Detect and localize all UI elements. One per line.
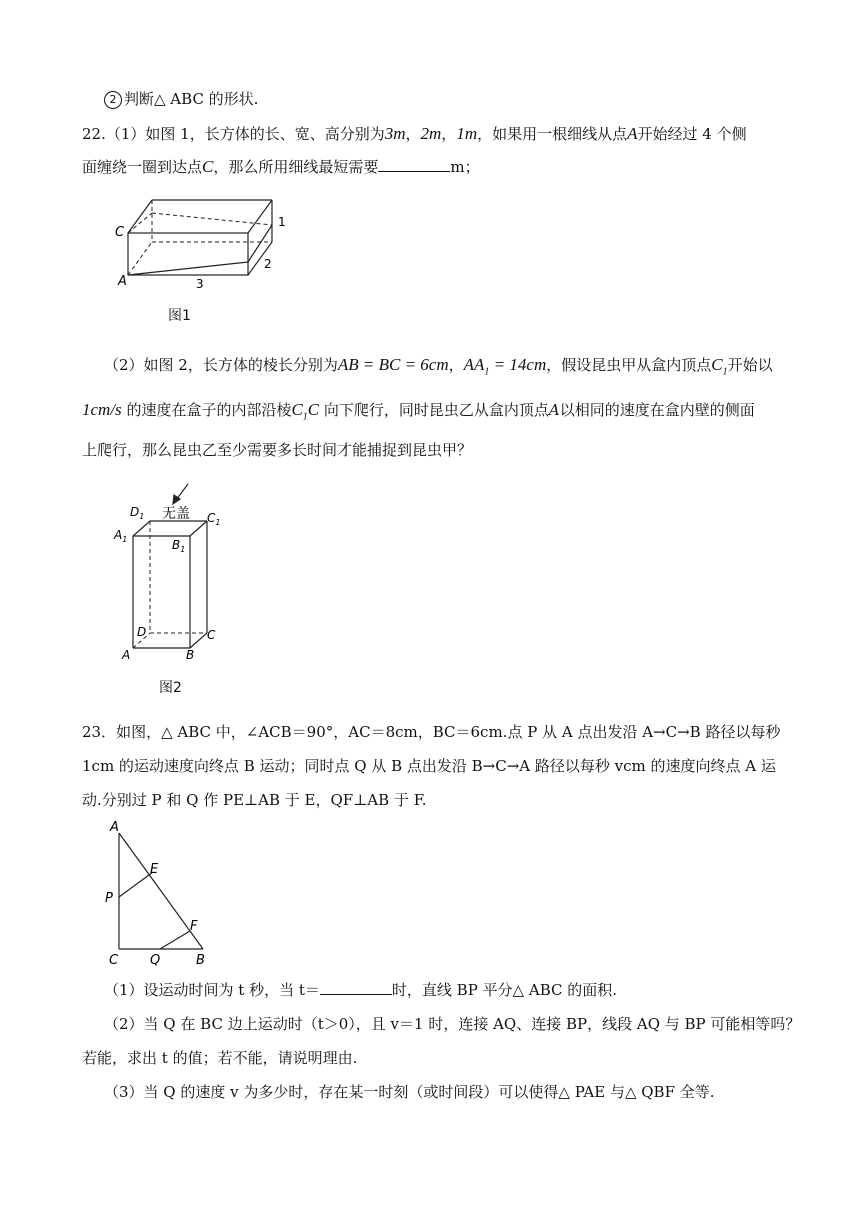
text: 的速度在盒子的内部沿棱 (121, 401, 292, 419)
edge-c1c: $C_1C$ (291, 400, 320, 423)
text: m； (450, 158, 480, 176)
label-f: F (190, 919, 198, 934)
q23-line1: 23．如图，△ ABC 中，∠ACB＝90°，AC＝8cm，BC＝6cm.点 P 从 A 点出发沿 A→C→B 路径以每秒 (82, 723, 781, 741)
q23-line2: 1cm 的运动速度向终点 B 运动；同时点 Q 从 B 点出发沿 B→C→A 路径以每秒 vcm 的速度向终点 A 运 (82, 757, 776, 775)
sep: ， (405, 125, 421, 143)
label-b: B (196, 953, 205, 968)
height-value: 1m (456, 124, 478, 143)
label-c1: $C_1$ (207, 511, 221, 527)
label-e: E (150, 862, 159, 877)
q21-text: 判断△ ABC 的形状. (124, 90, 259, 108)
figure-2-box (110, 478, 230, 668)
text: 开始经过 4 个侧 (637, 125, 747, 143)
equation-ab-bc: AB = BC = 6cm (337, 355, 449, 374)
q22-part1-line1 (82, 124, 747, 144)
label-c: C (115, 225, 125, 240)
label-b1: $B_1$ (172, 538, 186, 554)
point-c1: $C_1$ (711, 355, 728, 378)
label-b: B (186, 648, 195, 662)
q23-subq3: （3）当 Q 的速度 v 为多少时，存在某一时刻（或时间段）可以使得△ PAE 与△ QBF 全等. (104, 1083, 715, 1101)
no-lid-label: 无盖 (162, 506, 190, 522)
text: ，假设昆虫甲从盒内顶点 (546, 356, 712, 374)
length-value: 3m (384, 124, 406, 143)
circled-number-marker: 2 (104, 91, 122, 109)
q23-subq2-line2: 若能，求出 t 的值；若不能，请说明理由. (82, 1049, 358, 1067)
answer-blank[interactable] (320, 980, 392, 995)
q22-part1-line2 (82, 157, 480, 177)
point-a: A (627, 124, 638, 143)
label-c: C (207, 628, 216, 642)
q21-subpart-2 (104, 89, 258, 109)
text: 向下爬行，同时昆虫乙从盒内顶点 (319, 401, 549, 419)
figure-1-caption: 图1 (168, 308, 191, 324)
figure-1-cuboid (110, 190, 300, 295)
q23-line3: 动.分别过 P 和 Q 作 PE⊥AB 于 E，QF⊥AB 于 F. (82, 791, 427, 809)
label-3: 3 (196, 277, 204, 291)
sep: ， (448, 356, 464, 374)
q22-part2-line3: 上爬行，那么昆虫乙至少需要多长时间才能捕捉到昆虫甲？ (82, 441, 473, 459)
q22-part2-line1 (104, 355, 773, 382)
label-q: Q (150, 953, 161, 968)
text: 以相同的速度在盒内壁的侧面 (559, 401, 755, 419)
figure-2-caption: 图2 (159, 680, 182, 696)
label-1: 1 (278, 215, 286, 229)
label-d1: $D_1$ (130, 505, 145, 521)
point-c: C (202, 157, 214, 176)
text: ，如果用一根细线从点 (477, 125, 628, 143)
point-a: A (548, 401, 560, 419)
label-a: A (122, 648, 131, 662)
answer-blank[interactable] (378, 157, 450, 172)
label-d: D (137, 625, 147, 639)
text: （1）设运动时间为 t 秒，当 t＝ (104, 981, 320, 999)
q23-subq2-line1: （2）当 Q 在 BC 边上运动时（t＞0），且 v＝1 时，连接 AQ、连接 BP，线段 AQ 与 BP 可能相等吗？ (104, 1015, 801, 1033)
text: ，那么所用细线最短需要 (213, 158, 379, 176)
q22-part2-line2 (82, 400, 755, 427)
label-a: A (118, 274, 127, 289)
label-2: 2 (264, 257, 272, 271)
label-p: P (105, 891, 113, 906)
label-c: C (109, 953, 119, 968)
figure-3-triangle (100, 818, 220, 970)
text: （2）如图 2，长方体的棱长分别为 (104, 356, 338, 374)
text: 开始以 (727, 356, 773, 374)
text: 面缠绕一圈到达点 (82, 158, 203, 176)
q23-subq1 (104, 980, 617, 1000)
speed-value: 1cm/s (82, 400, 122, 419)
label-a: A (110, 820, 119, 835)
text: 22.（1）如图 1，长方体的长、宽、高分别为 (82, 125, 385, 143)
width-value: 2m (420, 124, 442, 143)
label-a1: $A_1$ (114, 528, 128, 544)
equation-aa1: $AA_1 = 14cm$ (463, 355, 547, 378)
text: 时，直线 BP 平分△ ABC 的面积. (391, 981, 618, 999)
sep: ， (441, 125, 457, 143)
